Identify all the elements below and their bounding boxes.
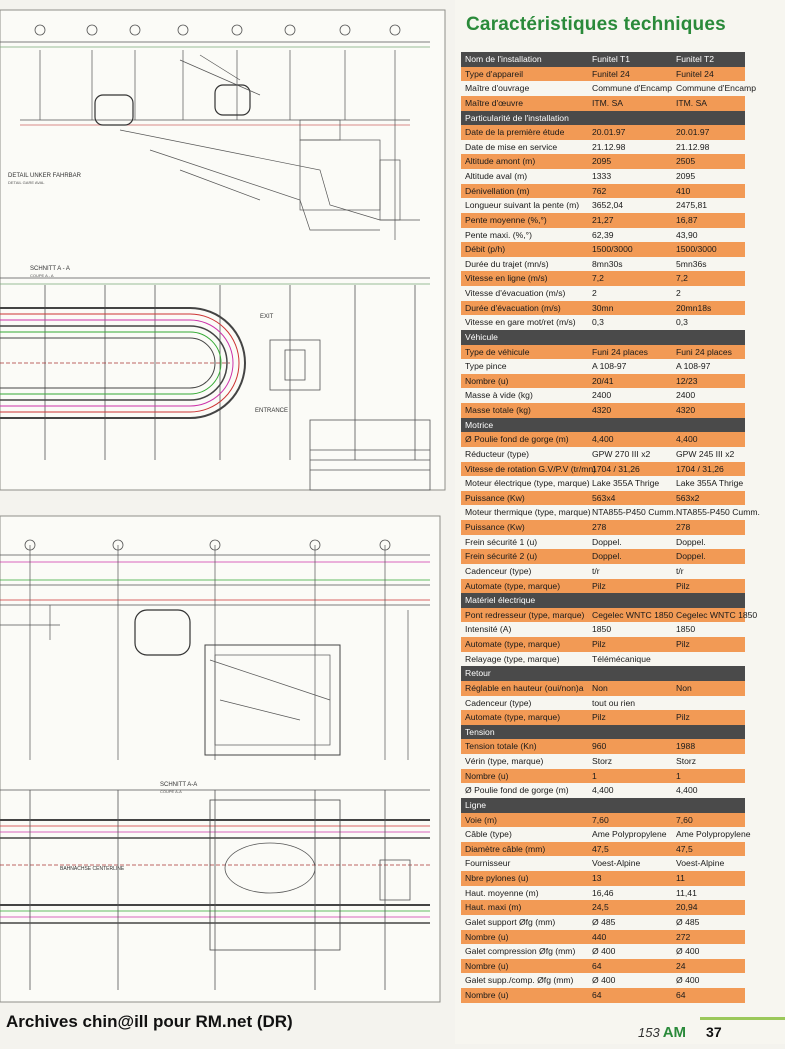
row-label: Moteur électrique (type, marque) xyxy=(465,478,590,489)
row-label: Puissance (Kw) xyxy=(465,522,525,532)
row-label: Vitesse en gare mot/ret (m/s) xyxy=(465,317,576,328)
row-value-t2: GPW 245 III x2 xyxy=(676,448,735,459)
row-value-t1: A 108-97 xyxy=(592,361,627,372)
row-label: Durée du trajet (mn/s) xyxy=(465,258,549,269)
row-label: Pont redresseur (type, marque) xyxy=(465,609,585,620)
table-row xyxy=(461,886,745,901)
row-label: Ø Poulie fond de gorge (m) xyxy=(465,785,569,796)
row-label: Débit (p/h) xyxy=(465,244,506,255)
row-value-t2: 1988 xyxy=(676,741,696,752)
row-label: Cadenceur (type) xyxy=(465,565,532,576)
row-value-t2: 47,5 xyxy=(676,843,693,854)
table-row xyxy=(461,403,745,418)
row-value-t1: 20.01.97 xyxy=(592,127,626,138)
row-value-t1: 24,5 xyxy=(592,902,609,913)
row-value-t1: 1500/3000 xyxy=(592,244,633,255)
table-row xyxy=(461,652,745,667)
section-header-row xyxy=(461,418,745,433)
exit-label: EXIT xyxy=(260,314,274,320)
row-value-t1: NTA855-P450 Cumm. xyxy=(592,507,676,518)
row-label: Type d'appareil xyxy=(465,68,524,79)
table-row xyxy=(461,345,745,360)
row-value-t1: tout ou rien xyxy=(592,697,635,708)
row-label: Nombre (u) xyxy=(465,990,509,1000)
table-row xyxy=(461,67,745,82)
schnitt-label-bottom: SCHNITT A-A xyxy=(160,782,198,788)
row-value-t2: 1850 xyxy=(676,624,696,635)
row-value-t1: Ø 485 xyxy=(592,916,616,927)
row-label: Haut. moyenne (m) xyxy=(465,887,539,898)
row-label: Réglable en hauteur (oui/non)a xyxy=(465,682,584,693)
drawing-panel-bottom xyxy=(0,516,440,1002)
row-value-t1: 1850 xyxy=(592,624,612,635)
row-value-t1: Voest-Alpine xyxy=(592,858,641,869)
row-value-t2: Cegelec WNTC 1850 xyxy=(676,609,758,620)
row-value-t2 xyxy=(676,696,745,711)
row-value-t1: 960 xyxy=(592,741,607,752)
table-row xyxy=(461,432,745,447)
row-label: Nom de l'installation xyxy=(465,54,542,64)
row-label: Vitesse en ligne (m/s) xyxy=(465,273,548,284)
row-value-t2 xyxy=(676,330,745,345)
table-row xyxy=(461,198,745,213)
row-label: Puissance (Kw) xyxy=(465,492,525,503)
row-value-t2: 16,87 xyxy=(676,214,698,225)
row-value-t2 xyxy=(676,652,745,667)
row-value-t2: 43,90 xyxy=(676,229,698,240)
row-value-t2: 0,3 xyxy=(676,317,688,328)
table-row xyxy=(461,140,745,155)
table-row xyxy=(461,476,745,491)
row-value-t2: t/r xyxy=(676,565,684,576)
row-value-t2: 24 xyxy=(676,960,686,971)
row-label: Nombre (u) xyxy=(465,375,509,386)
page-number: 37 xyxy=(706,1024,722,1040)
row-value-t2: Pilz xyxy=(676,580,690,591)
row-label: Fournisseur xyxy=(465,858,511,869)
row-value-t2: 12/23 xyxy=(676,375,698,386)
row-value-t1: 8mn30s xyxy=(592,258,623,269)
row-value-t2: 20,94 xyxy=(676,902,698,913)
row-value-t2: 2095 xyxy=(676,171,696,181)
row-value-t1: 2095 xyxy=(592,156,612,167)
row-value-t1: 4,400 xyxy=(592,434,614,445)
row-label: Tension xyxy=(465,726,495,737)
table-row xyxy=(461,96,745,111)
row-label: Type pince xyxy=(465,361,507,372)
page-folio xyxy=(638,1024,722,1041)
table-row xyxy=(461,900,745,915)
row-value-t2: Funitel 24 xyxy=(676,68,714,79)
detail-sublabel: DETAIL GARE AVAL xyxy=(8,180,45,185)
row-value-t1: 762 xyxy=(592,185,607,196)
table-row xyxy=(461,549,745,564)
row-value-t2: ITM. SA xyxy=(676,97,708,108)
row-label: Nombre (u) xyxy=(465,960,509,971)
row-label: Type de véhicule xyxy=(465,346,530,357)
row-value-t1: 64 xyxy=(592,960,602,971)
row-value-t1: 1 xyxy=(592,770,597,781)
row-label: Galet support Øfg (mm) xyxy=(465,916,556,927)
row-value-t1: 64 xyxy=(592,990,602,1000)
row-value-t2: Ø 400 xyxy=(676,946,700,957)
row-value-t2: 11,41 xyxy=(676,887,697,898)
row-value-t1 xyxy=(592,798,676,813)
table-row xyxy=(461,973,745,988)
section-header-row xyxy=(461,666,745,681)
table-row xyxy=(461,579,745,594)
row-value-t1: Pilz xyxy=(592,712,606,723)
table-row xyxy=(461,315,745,330)
row-value-t1 xyxy=(592,593,676,608)
row-value-t2: 278 xyxy=(676,522,691,532)
row-value-t2: Storz xyxy=(676,756,697,766)
row-label: Motrice xyxy=(465,419,494,430)
row-value-t2: Ø 400 xyxy=(676,975,700,986)
row-label: Masse à vide (kg) xyxy=(465,390,533,401)
row-label: Tension totale (Kn) xyxy=(465,741,537,752)
row-value-t1: Funi 24 places xyxy=(592,346,648,357)
page-title: Caractéristiques techniques xyxy=(466,14,726,35)
table-row xyxy=(461,374,745,389)
row-value-t2: 2400 xyxy=(676,390,696,401)
row-label: Automate (type, marque) xyxy=(465,712,561,723)
row-value-t1 xyxy=(592,666,676,681)
table-row xyxy=(461,813,745,828)
row-label: Nombre (u) xyxy=(465,931,509,942)
table-row xyxy=(461,491,745,506)
entrance-label: ENTRANCE xyxy=(255,408,289,414)
row-label: Galet compression Øfg (mm) xyxy=(465,946,576,957)
row-value-t2: Ame Polypropylene xyxy=(676,829,751,840)
row-label: Galet supp./comp. Øfg (mm) xyxy=(465,975,574,986)
row-value-t1: Storz xyxy=(592,756,613,766)
row-value-t2: 1704 / 31,26 xyxy=(676,463,724,474)
spec-table xyxy=(461,52,760,1003)
row-value-t1: Doppel. xyxy=(592,551,622,562)
row-value-t1: 62,39 xyxy=(592,229,614,240)
row-label: Particularité de l'installation xyxy=(465,112,569,123)
row-value-t2: 4,400 xyxy=(676,434,698,445)
row-value-t1: 21,27 xyxy=(592,214,614,225)
row-value-t2: Pilz xyxy=(676,712,690,723)
table-row xyxy=(461,842,745,857)
row-value-t1: 0,3 xyxy=(592,317,604,328)
table-row xyxy=(461,608,758,623)
row-value-t1: 13 xyxy=(592,873,602,883)
table-row xyxy=(461,271,745,286)
row-value-t2: 410 xyxy=(676,185,691,196)
row-label: Maître d'œuvre xyxy=(465,97,523,108)
row-label: Moteur thermique (type, marque) xyxy=(465,507,591,518)
row-value-t2: 2505 xyxy=(676,156,696,167)
row-label: Frein sécurité 2 (u) xyxy=(465,551,538,562)
row-value-t2 xyxy=(676,111,745,126)
row-value-t2: A 108-97 xyxy=(676,361,711,372)
row-value-t2: Funitel T2 xyxy=(676,54,715,64)
section-header-row xyxy=(461,798,745,813)
table-row xyxy=(461,637,745,652)
table-row xyxy=(461,213,745,228)
row-value-t1: Ame Polypropylene xyxy=(592,829,667,840)
row-label: Pente moyenne (%,°) xyxy=(465,214,547,225)
row-value-t1: 7,60 xyxy=(592,814,609,825)
row-value-t1: Doppel. xyxy=(592,536,622,547)
row-value-t1: Cegelec WNTC 1850 xyxy=(592,609,674,620)
table-row xyxy=(461,871,745,886)
row-value-t2: 20mn18s xyxy=(676,302,712,313)
row-value-t2: 21.12.98 xyxy=(676,141,710,152)
row-label: Altitude aval (m) xyxy=(465,171,528,181)
row-label: Durée d'évacuation (m/s) xyxy=(465,302,561,313)
table-row xyxy=(461,359,745,374)
table-row xyxy=(461,710,745,725)
row-label: Vitesse d'évacuation (m/s) xyxy=(465,288,566,298)
detail-label: DETAIL UNKER FAHRBAR xyxy=(8,173,82,179)
table-row xyxy=(461,228,745,243)
row-value-t2: Funi 24 places xyxy=(676,346,732,357)
table-row xyxy=(461,169,745,184)
row-value-t2: Doppel. xyxy=(676,536,706,547)
row-value-t1: 563x4 xyxy=(592,492,616,503)
row-label: Câble (type) xyxy=(465,829,512,840)
row-label: Nbre pylones (u) xyxy=(465,873,529,883)
row-label: Maître d'ouvrage xyxy=(465,83,530,94)
row-label: Date de mise en service xyxy=(465,141,558,152)
row-label: Automate (type, marque) xyxy=(465,580,561,591)
table-row xyxy=(461,535,745,550)
table-row xyxy=(461,154,745,169)
row-value-t2 xyxy=(676,666,745,681)
table-row xyxy=(461,125,745,140)
row-value-t2 xyxy=(676,798,745,813)
row-value-t2: 1500/3000 xyxy=(676,244,717,255)
row-value-t2: 1 xyxy=(676,770,681,781)
row-value-t1: Ø 400 xyxy=(592,975,616,986)
row-value-t1: 47,5 xyxy=(592,843,609,854)
row-value-t2 xyxy=(676,725,745,740)
row-value-t1: 7,2 xyxy=(592,273,604,284)
row-value-t2: Commune d'Encamp xyxy=(676,83,756,94)
row-value-t2: Lake 355A Thrige xyxy=(676,478,744,489)
row-value-t1: Pilz xyxy=(592,580,606,591)
row-value-t1: t/r xyxy=(592,565,600,576)
row-value-t1: 1704 / 31,26 xyxy=(592,463,640,474)
row-value-t2: Voest-Alpine xyxy=(676,858,725,869)
row-value-t1: 21.12.98 xyxy=(592,141,626,152)
table-row xyxy=(461,301,745,316)
row-value-t1: Funitel T1 xyxy=(592,54,631,64)
row-value-t1: 4320 xyxy=(592,405,612,415)
table-row xyxy=(461,622,745,637)
row-label: Intensité (A) xyxy=(465,624,512,635)
table-row xyxy=(461,988,745,1003)
row-value-t1: Ø 400 xyxy=(592,946,616,957)
row-value-t2 xyxy=(676,593,745,608)
row-value-t1: Télémécanique xyxy=(592,653,651,664)
row-value-t1 xyxy=(592,725,676,740)
row-label: Retour xyxy=(465,668,491,679)
row-value-t2: 5mn36s xyxy=(676,258,707,269)
row-value-t2: Pilz xyxy=(676,639,690,649)
row-label: Masse totale (kg) xyxy=(465,405,531,415)
row-value-t2: 2475,81 xyxy=(676,200,708,211)
footer-accent-bar xyxy=(700,1017,785,1020)
row-value-t1: 2400 xyxy=(592,390,612,401)
row-value-t2: Doppel. xyxy=(676,551,706,562)
row-value-t1: 1333 xyxy=(592,171,612,181)
row-value-t1 xyxy=(592,330,676,345)
row-value-t2: 20.01.97 xyxy=(676,127,710,138)
row-label: Matériel électrique xyxy=(465,595,536,606)
row-label: Dénivellation (m) xyxy=(465,185,530,196)
schnitt-label-top: SCHNITT A - A xyxy=(30,266,70,272)
row-label: Vérin (type, marque) xyxy=(465,756,544,766)
row-label: Voie (m) xyxy=(465,814,497,825)
row-value-t2: 4320 xyxy=(676,405,696,415)
row-label: Altitude amont (m) xyxy=(465,156,536,167)
row-label: Réducteur (type) xyxy=(465,448,530,459)
row-label: Relayage (type, marque) xyxy=(465,653,560,664)
section-header-row xyxy=(461,111,745,126)
row-value-t2: 563x2 xyxy=(676,492,700,503)
table-row xyxy=(461,81,756,96)
row-value-t2: 64 xyxy=(676,990,686,1000)
coupe-label-top: COUPE A - A xyxy=(30,273,54,278)
row-value-t2: NTA855-P450 Cumm. xyxy=(676,507,760,518)
row-label: Automate (type, marque) xyxy=(465,639,561,649)
magazine-logo: AM xyxy=(662,1024,687,1041)
row-label: Frein sécurité 1 (u) xyxy=(465,536,538,547)
row-value-t1: 2 xyxy=(592,288,597,298)
centerline-label: BAHNACHSE CENTERLINE xyxy=(60,866,125,872)
row-label: Longueur suivant la pente (m) xyxy=(465,200,580,211)
row-value-t1: 4,400 xyxy=(592,785,614,796)
row-label: Ligne xyxy=(465,799,487,810)
table-row xyxy=(461,242,745,257)
table-row xyxy=(461,856,745,871)
row-label: Diamètre câble (mm) xyxy=(465,843,546,854)
table-header-row xyxy=(461,52,745,67)
row-value-t1: Pilz xyxy=(592,639,606,649)
table-row xyxy=(461,696,745,711)
table-row xyxy=(461,783,745,798)
table-row xyxy=(461,462,745,477)
row-value-t2: 4,400 xyxy=(676,785,698,796)
row-label: Ø Poulie fond de gorge (m) xyxy=(465,434,569,445)
row-label: Cadenceur (type) xyxy=(465,697,532,708)
row-value-t1 xyxy=(592,111,676,126)
section-header-row xyxy=(461,593,745,608)
row-value-t2: 2 xyxy=(676,288,681,298)
row-value-t2: 11 xyxy=(676,873,685,883)
table-row xyxy=(461,944,745,959)
row-value-t1: 278 xyxy=(592,522,607,532)
row-label: Pente maxi. (%,°) xyxy=(465,229,532,240)
row-value-t1: ITM. SA xyxy=(592,97,624,108)
section-header-row xyxy=(461,330,745,345)
row-label: Haut. maxi (m) xyxy=(465,902,522,913)
table-row xyxy=(461,959,745,974)
table-row xyxy=(461,184,745,199)
row-value-t2 xyxy=(676,418,745,433)
table-row xyxy=(461,754,745,769)
table-row xyxy=(461,681,745,696)
row-value-t1: Non xyxy=(592,682,608,693)
table-row xyxy=(461,388,745,403)
row-value-t1: 20/41 xyxy=(592,375,614,386)
row-value-t2: 7,2 xyxy=(676,273,688,284)
table-row xyxy=(461,739,745,754)
table-row xyxy=(461,915,745,930)
section-header-row xyxy=(461,725,745,740)
table-row xyxy=(461,505,760,520)
table-row xyxy=(461,286,745,301)
row-value-t1: 30mn xyxy=(592,302,614,313)
row-label: Véhicule xyxy=(465,331,498,342)
table-row xyxy=(461,257,745,272)
table-row xyxy=(461,930,745,945)
table-row xyxy=(461,447,745,462)
row-value-t2: 7,60 xyxy=(676,814,693,825)
row-label: Date de la première étude xyxy=(465,127,565,138)
archive-caption: Archives chin@ill pour RM.net (DR) xyxy=(6,1012,293,1031)
row-value-t1: 16,46 xyxy=(592,887,614,898)
table-row xyxy=(461,827,751,842)
table-row xyxy=(461,769,745,784)
table-row xyxy=(461,564,745,579)
table-row xyxy=(461,520,745,535)
row-label: Nombre (u) xyxy=(465,770,509,781)
row-value-t2: Non xyxy=(676,682,692,693)
row-value-t1: Lake 355A Thrige xyxy=(592,478,660,489)
row-value-t1: 3652,04 xyxy=(592,200,624,211)
row-value-t2: Ø 485 xyxy=(676,916,700,927)
row-value-t1: Commune d'Encamp xyxy=(592,83,672,94)
row-label: Vitesse de rotation G.V/P.V (tr/mn) xyxy=(465,463,597,474)
issue-number: 153 xyxy=(638,1025,660,1040)
row-value-t2: 272 xyxy=(676,931,691,942)
row-value-t1: Funitel 24 xyxy=(592,68,630,79)
row-value-t1: 440 xyxy=(592,931,607,942)
row-value-t1 xyxy=(592,418,676,433)
coupe-label-bottom: COUPE A-A xyxy=(160,789,182,794)
row-value-t1: GPW 270 III x2 xyxy=(592,448,651,459)
